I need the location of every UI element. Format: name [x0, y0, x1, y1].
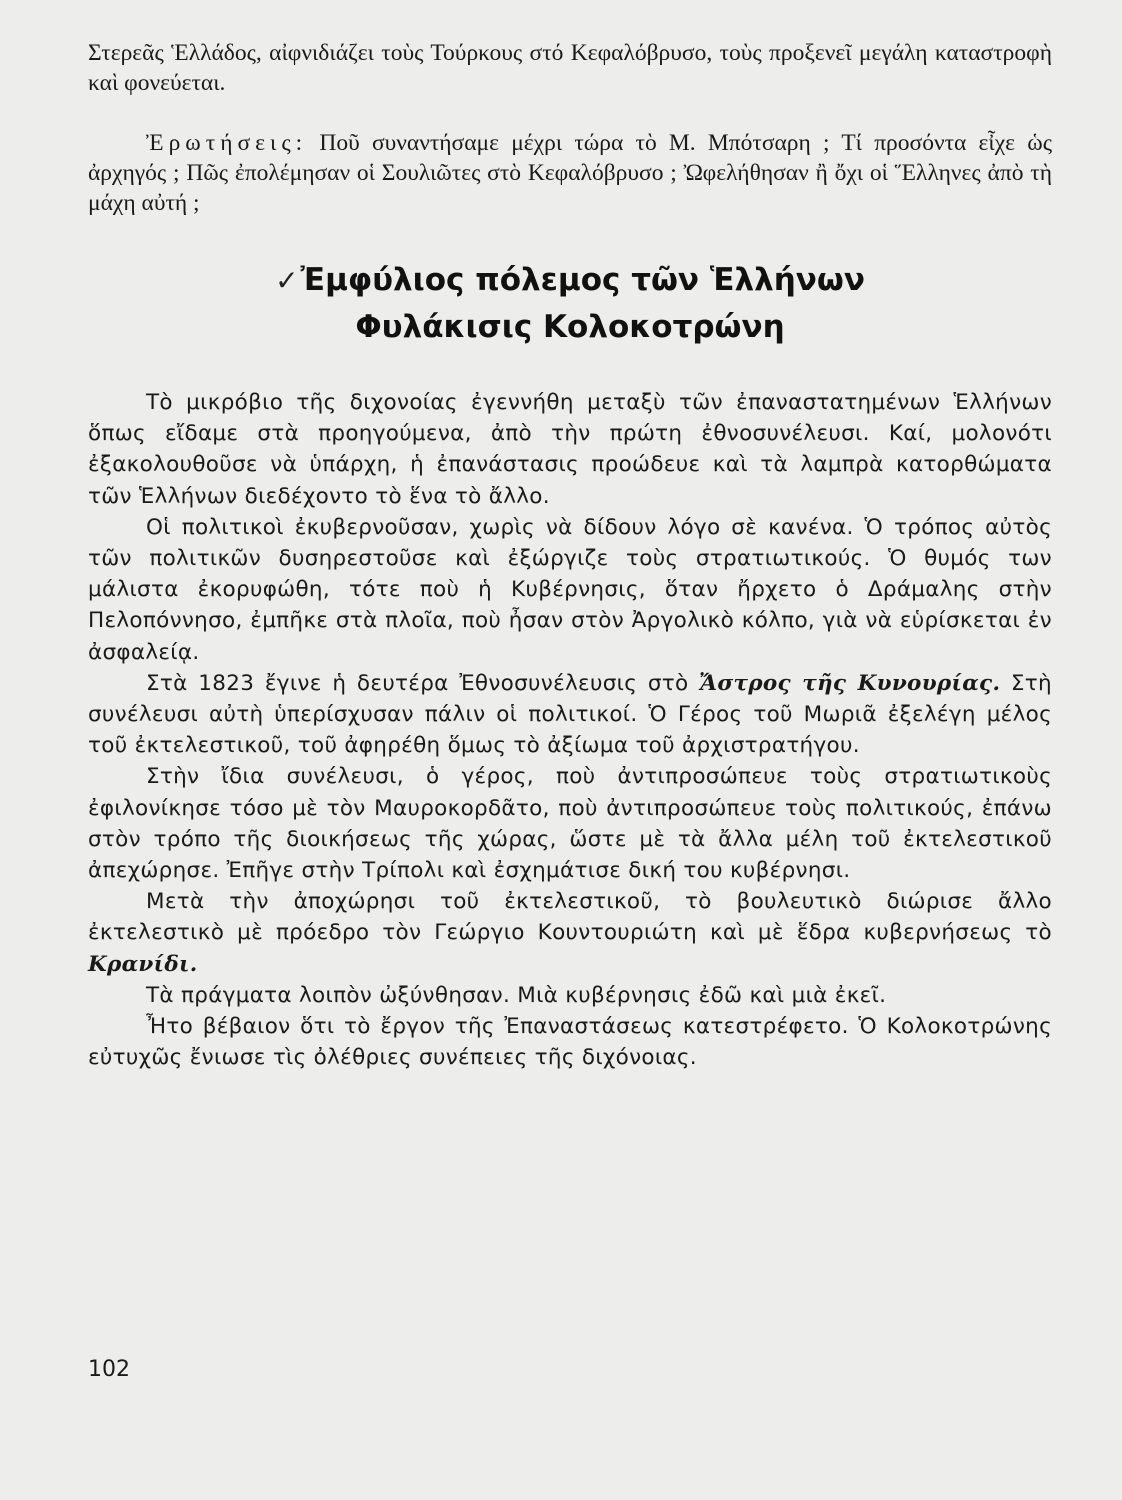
place-name-astros: Ἄστρος τῆς Κυνουρίας.	[699, 670, 1001, 696]
checkmark-icon: ✓	[275, 264, 299, 297]
body-paragraph-5: Μετὰ τὴν ἀποχώρησι τοῦ ἐκτελεστικοῦ, τὸ βουλευτικὸ διώρισε ἄλλο ἐκτελεστικὸ μὲ πρόεδρο τὸν Γεώργιο Κουντουριώτη καὶ μὲ ἕδρα κυβερνήσεως τὸ Κρανίδι.	[88, 889, 1052, 977]
body-paragraph-2: Οἱ πολιτικοὶ ἐκυβερνοῦσαν, χωρὶς νὰ δίδουν λόγο σὲ κανένα. Ὁ τρόπος αὐτὸς τῶν πολιτικῶν δυσηρεστοῦσε καὶ ἐξώργιζε τοὺς στρατιωτικούς. Ὁ θυμός των μάλιστα ἐκορυφώθη, τότε ποὺ ἡ Κυβέρνησις, ὅταν ἤρχετο ὁ Δράμαλης στὴν Πελοπόννησο, ἐμπῆκε στὰ πλοῖα, ποὺ ἦσαν στὸν Ἀργολικὸ κόλπο, γιὰ νὰ εὑρίσκεται ἐν ἀσφαλείᾳ.	[88, 514, 1052, 665]
section-title-line-2: Φυλάκισις Κολοκοτρώνη	[355, 309, 785, 345]
section-title-line-1: ✓Ἐμφύλιος πόλεμος τῶν Ἑλλήνων	[88, 258, 1052, 303]
intro-paragraph: Στερεᾶς Ἑλλάδος, αἰφνιδιάζει τοὺς Τούρκους στό Κεφαλόβρυσο, τοὺς προξενεῖ μεγάλη καταστροφὴ καὶ φονεύεται.	[88, 40, 1052, 96]
body-paragraph-3: Στὰ 1823 ἔγινε ἡ δευτέρα Ἐθνοσυνέλευσις στὸ Ἄστρος τῆς Κυνουρίας. Στὴ συνέλευσι αὐτὴ ὑπερίσχυσαν πάλιν οἱ πολιτικοί. Ὁ Γέρος τοῦ Μωριᾶ ἐξελέγη μέλος τοῦ ἐκτελεστικοῦ, τοῦ ἀφηρέθη ὅμως τὸ ἀξίωμα τοῦ ἀρχιστρατήγου.	[88, 670, 1052, 759]
body-paragraph-7: Ἦτο βέβαιον ὅτι τὸ ἔργον τῆς Ἐπαναστάσεως κατεστρέφετο. Ὁ Κολοκοτρώνης εὐτυχῶς ἔνιωσε τὶς ὀλέθριες συνέπειες τῆς διχόνοιας.	[88, 1014, 1052, 1071]
page-number: 102	[88, 1357, 130, 1382]
place-name-kranidi: Κρανίδι.	[88, 951, 198, 977]
questions-paragraph	[88, 128, 1052, 218]
body-paragraph-1: Τὸ μικρόβιο τῆς διχονοίας ἐγεννήθη μεταξὺ τῶν ἐπαναστατημένων Ἑλλήνων ὅπως εἴδαμε στὰ προηγούμενα, ἀπὸ τὴν πρώτη ἐθνοσυνέλευσι. Καί, μολονότι ἐξακολουθοῦσε νὰ ὑπάρχη, ἡ ἐπανάστασις προώδευε καὶ τὰ λαμπρὰ κατορθώματα τῶν Ἑλλήνων διεδέχοντο τὸ ἕνα τὸ ἄλλο.	[88, 390, 1052, 509]
questions-text: Ποῦ συναντήσαμε μέχρι τώρα τὸ Μ. Μπότσαρη ; Τί προσόντα εἶχε ὡς ἀρχηγός ; Πῶς ἐπολέμησαν οἱ Σουλιῶτες στὸ Κεφαλόβρυσο ; Ὠφελήθησαν ἢ ὄχι οἱ Ἕλληνες ἀπὸ τὴ μάχη αὐτή ;	[88, 130, 1052, 216]
body-paragraph-6: Τὰ πράγματα λοιπὸν ὠξύνθησαν. Μιὰ κυβέρνησις ἐδῶ καὶ μιὰ ἐκεῖ.	[146, 982, 887, 1008]
questions-label: Ἐρωτήσεις:	[146, 130, 308, 156]
body-paragraph-4: Στὴν ἴδια συνέλευσι, ὁ γέρος, ποὺ ἀντιπροσώπευε τοὺς στρατιωτικοὺς ἐφιλονίκησε τόσο μὲ τὸν Μαυροκορδᾶτο, ποὺ ἀντιπροσώπευε τοὺς πολιτικούς, ἐπάνω στὸν τρόπο τῆς διοικήσεως τῆς χώρας, ὥστε μὲ τὰ ἄλλα μέλη τοῦ ἐκτελεστικοῦ ἀπεχώρησε. Ἐπῆγε στὴν Τρίπολι καὶ ἐσχημάτισε δική του κυβέρνησι.	[88, 764, 1052, 884]
